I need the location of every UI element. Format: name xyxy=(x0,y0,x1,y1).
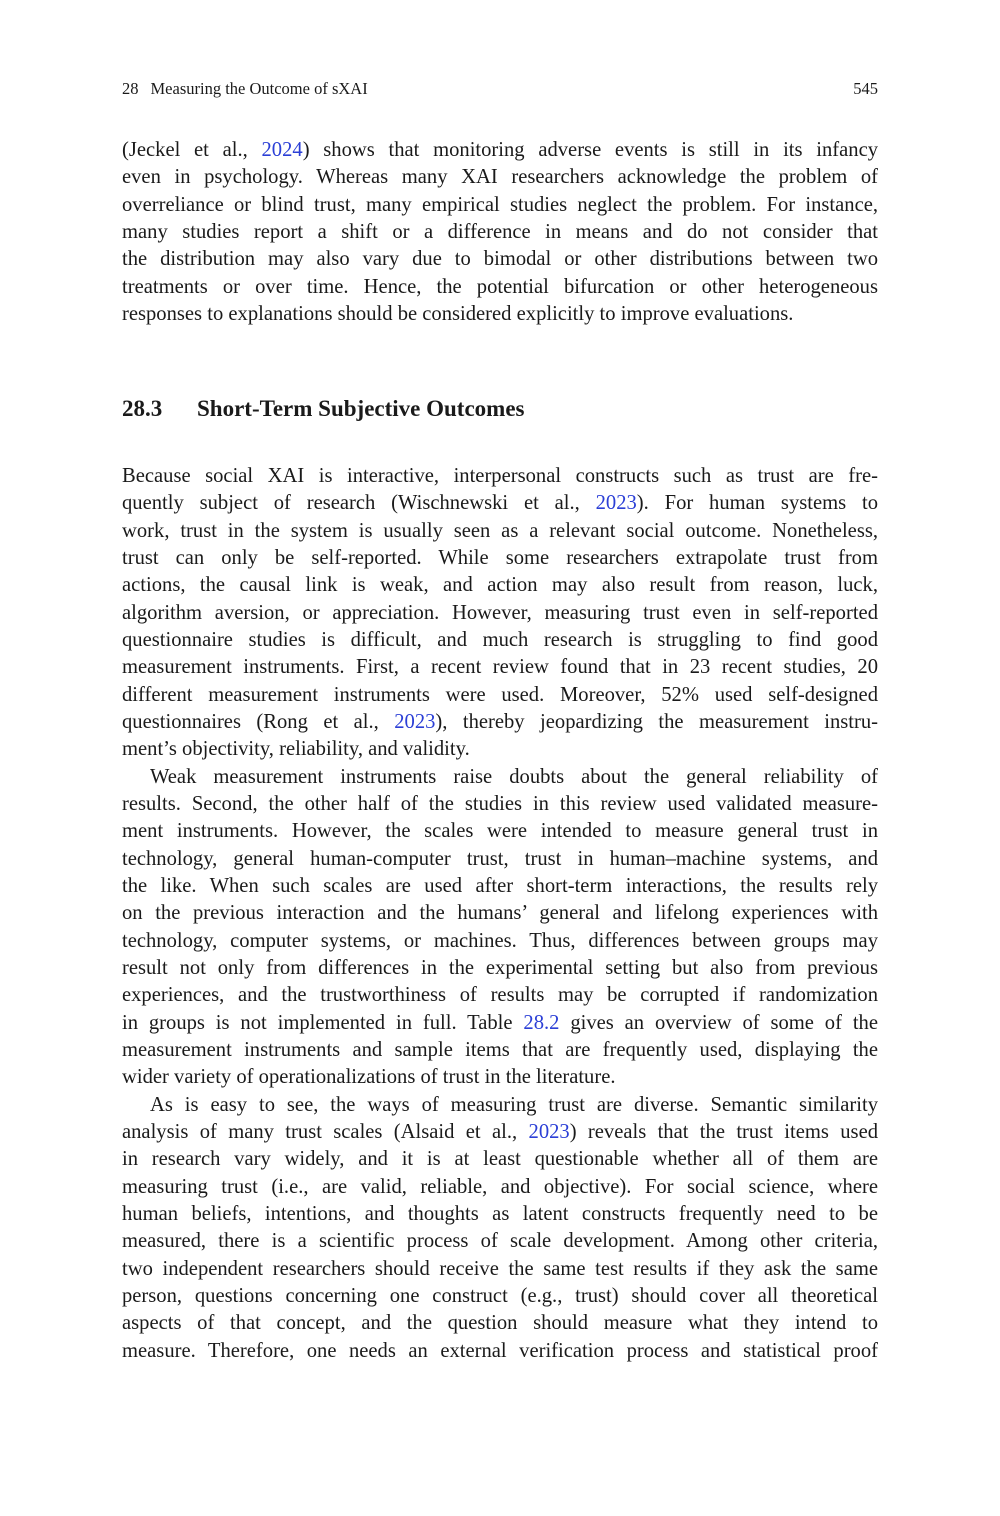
text-segment: gives an overview of some of the xyxy=(559,1011,878,1034)
text-line xyxy=(122,301,878,328)
text-segment: wider variety of operationalizations of trust in the literature. xyxy=(122,1066,616,1089)
text-line xyxy=(122,627,878,654)
page-number: 545 xyxy=(853,79,878,98)
text-segment: overreliance or blind trust, many empirical studies neglect the problem. For instance, xyxy=(122,193,878,216)
section-number: 28.3 xyxy=(122,396,163,421)
text-segment: experiences, and the trustworthiness of results may be corrupted if randomization xyxy=(122,984,878,1007)
section-title: Short-Term Subjective Outcomes xyxy=(197,396,525,421)
text-segment: human beliefs, intentions, and thoughts as latent constructs frequently need to be xyxy=(122,1202,878,1225)
text-segment: responses to explanations should be considered explicitly to improve evaluations. xyxy=(122,302,794,325)
text-segment: ment’s objectivity, reliability, and validity. xyxy=(122,738,470,761)
text-line xyxy=(122,192,878,219)
text-segment: the distribution may also vary due to bimodal or other distributions between two xyxy=(122,248,878,271)
text-segment: treatments or over time. Hence, the potential bifurcation or other heterogeneous xyxy=(122,275,878,298)
text-segment: measurement instruments and sample items that are frequently used, displaying the xyxy=(122,1038,878,1061)
text-line xyxy=(122,246,878,273)
text-segment: (Jeckel et al., xyxy=(122,139,262,161)
text-segment: quently subject of research (Wischnewski et al., xyxy=(122,492,596,515)
text-line xyxy=(122,490,878,517)
text-line xyxy=(122,818,878,845)
text-line xyxy=(122,1092,878,1119)
text-line xyxy=(122,1310,878,1337)
text-segment: ), thereby jeopardizing the measurement instru- xyxy=(435,710,878,733)
text-segment: measured, there is a scientific process of scale development. Among other criteria, xyxy=(122,1230,878,1253)
text-segment: measurement instruments. First, a recent review found that in 23 recent studies, 20 xyxy=(122,656,878,679)
chapter-title: Measuring the Outcome of sXAI xyxy=(150,79,368,98)
citation-link[interactable]: 2023 xyxy=(528,1120,570,1143)
running-header-left xyxy=(122,79,368,99)
running-header xyxy=(122,79,878,99)
text-line xyxy=(122,928,878,955)
text-segment: ). For human systems to xyxy=(636,492,878,515)
text-line xyxy=(122,900,878,927)
text-line xyxy=(122,709,878,736)
text-segment: ment instruments. However, the scales were intended to measure general trust in xyxy=(122,820,878,843)
text-line xyxy=(122,164,878,191)
text-line xyxy=(122,600,878,627)
section-body xyxy=(122,463,878,1365)
text-line xyxy=(122,219,878,246)
text-line xyxy=(122,1201,878,1228)
paragraph xyxy=(122,137,878,328)
text-segment: ) shows that monitoring adverse events is still in its infancy xyxy=(302,139,879,161)
text-segment: many studies report a shift or a difference in means and do not consider that xyxy=(122,220,878,243)
text-segment: technology, general human-computer trust, trust in human–machine systems, and xyxy=(122,847,878,870)
text-segment: work, trust in the system is usually seen as a relevant social outcome. Nonetheless, xyxy=(122,519,878,542)
text-segment: two independent researchers should receive the same test results if they ask the same xyxy=(122,1257,878,1280)
text-line xyxy=(122,274,878,301)
text-segment: ) reveals that the trust items used xyxy=(569,1120,879,1143)
text-segment: result not only from differences in the experimental setting but also from previous xyxy=(122,956,878,979)
text-line xyxy=(122,1283,878,1310)
chapter-number: 28 xyxy=(122,79,139,98)
text-line xyxy=(122,982,878,1009)
text-line xyxy=(122,137,878,164)
citation-link[interactable]: 2024 xyxy=(261,139,303,161)
text-line xyxy=(122,518,878,545)
text-segment: technology, computer systems, or machines. Thus, differences between groups may xyxy=(122,929,878,952)
text-line xyxy=(122,1174,878,1201)
text-segment: actions, the causal link is weak, and action may also result from reason, luck, xyxy=(122,574,878,597)
text-line xyxy=(122,572,878,599)
citation-link[interactable]: 2023 xyxy=(394,710,436,733)
text-segment: in research vary widely, and it is at least questionable whether all of them are xyxy=(122,1148,878,1171)
text-segment: As is easy to see, the ways of measuring trust are diverse. Semantic similarity xyxy=(150,1093,878,1116)
text-segment: algorithm aversion, or appreciation. However, measuring trust even in self-reported xyxy=(122,601,878,624)
text-segment: person, questions concerning one construct (e.g., trust) should cover all theoretical xyxy=(122,1284,878,1307)
text-line xyxy=(122,791,878,818)
text-line xyxy=(122,682,878,709)
paragraph-intro xyxy=(122,137,878,328)
text-line xyxy=(122,1256,878,1283)
text-segment: the like. When such scales are used after short-term interactions, the results rely xyxy=(122,874,878,897)
text-line xyxy=(122,736,878,763)
text-line xyxy=(122,1010,878,1037)
text-segment: different measurement instruments were used. Moreover, 52% used self-designed xyxy=(122,683,878,706)
text-line xyxy=(122,463,878,490)
text-line xyxy=(122,1037,878,1064)
text-segment: measure. Therefore, one needs an external verification process and statistical proof xyxy=(122,1339,878,1362)
text-line xyxy=(122,1119,878,1146)
text-line xyxy=(122,955,878,982)
text-line xyxy=(122,873,878,900)
text-line xyxy=(122,1228,878,1255)
text-segment: measuring trust (i.e., are valid, reliable, and objective). For social science, where xyxy=(122,1175,878,1198)
text-segment: Because social XAI is interactive, interpersonal constructs such as trust are fre- xyxy=(122,465,878,487)
section-heading xyxy=(122,396,525,422)
citation-link[interactable]: 28.2 xyxy=(523,1011,560,1034)
text-segment: questionnaire studies is difficult, and much research is struggling to find good xyxy=(122,628,878,651)
text-line xyxy=(122,846,878,873)
text-line xyxy=(122,545,878,572)
text-line xyxy=(122,1064,878,1091)
text-segment: analysis of many trust scales (Alsaid et al., xyxy=(122,1120,529,1143)
text-segment: on the previous interaction and the humans’ general and lifelong experiences with xyxy=(122,902,878,925)
text-segment: even in psychology. Whereas many XAI researchers acknowledge the problem of xyxy=(122,166,878,189)
text-segment: results. Second, the other half of the studies in this review used validated measure- xyxy=(122,792,878,815)
text-segment: Weak measurement instruments raise doubts about the general reliability of xyxy=(150,765,878,788)
text-line xyxy=(122,654,878,681)
text-line xyxy=(122,764,878,791)
text-segment: in groups is not implemented in full. Table xyxy=(122,1011,524,1034)
text-segment: questionnaires (Rong et al., xyxy=(122,710,395,733)
paragraph xyxy=(122,463,878,764)
paragraph xyxy=(122,764,878,1092)
text-line xyxy=(122,1146,878,1173)
paragraph xyxy=(122,1092,878,1365)
citation-link[interactable]: 2023 xyxy=(595,492,637,515)
text-segment: trust can only be self-reported. While some researchers extrapolate trust from xyxy=(122,546,878,569)
text-segment: aspects of that concept, and the question should measure what they intend to xyxy=(122,1312,878,1335)
text-line xyxy=(122,1338,878,1365)
